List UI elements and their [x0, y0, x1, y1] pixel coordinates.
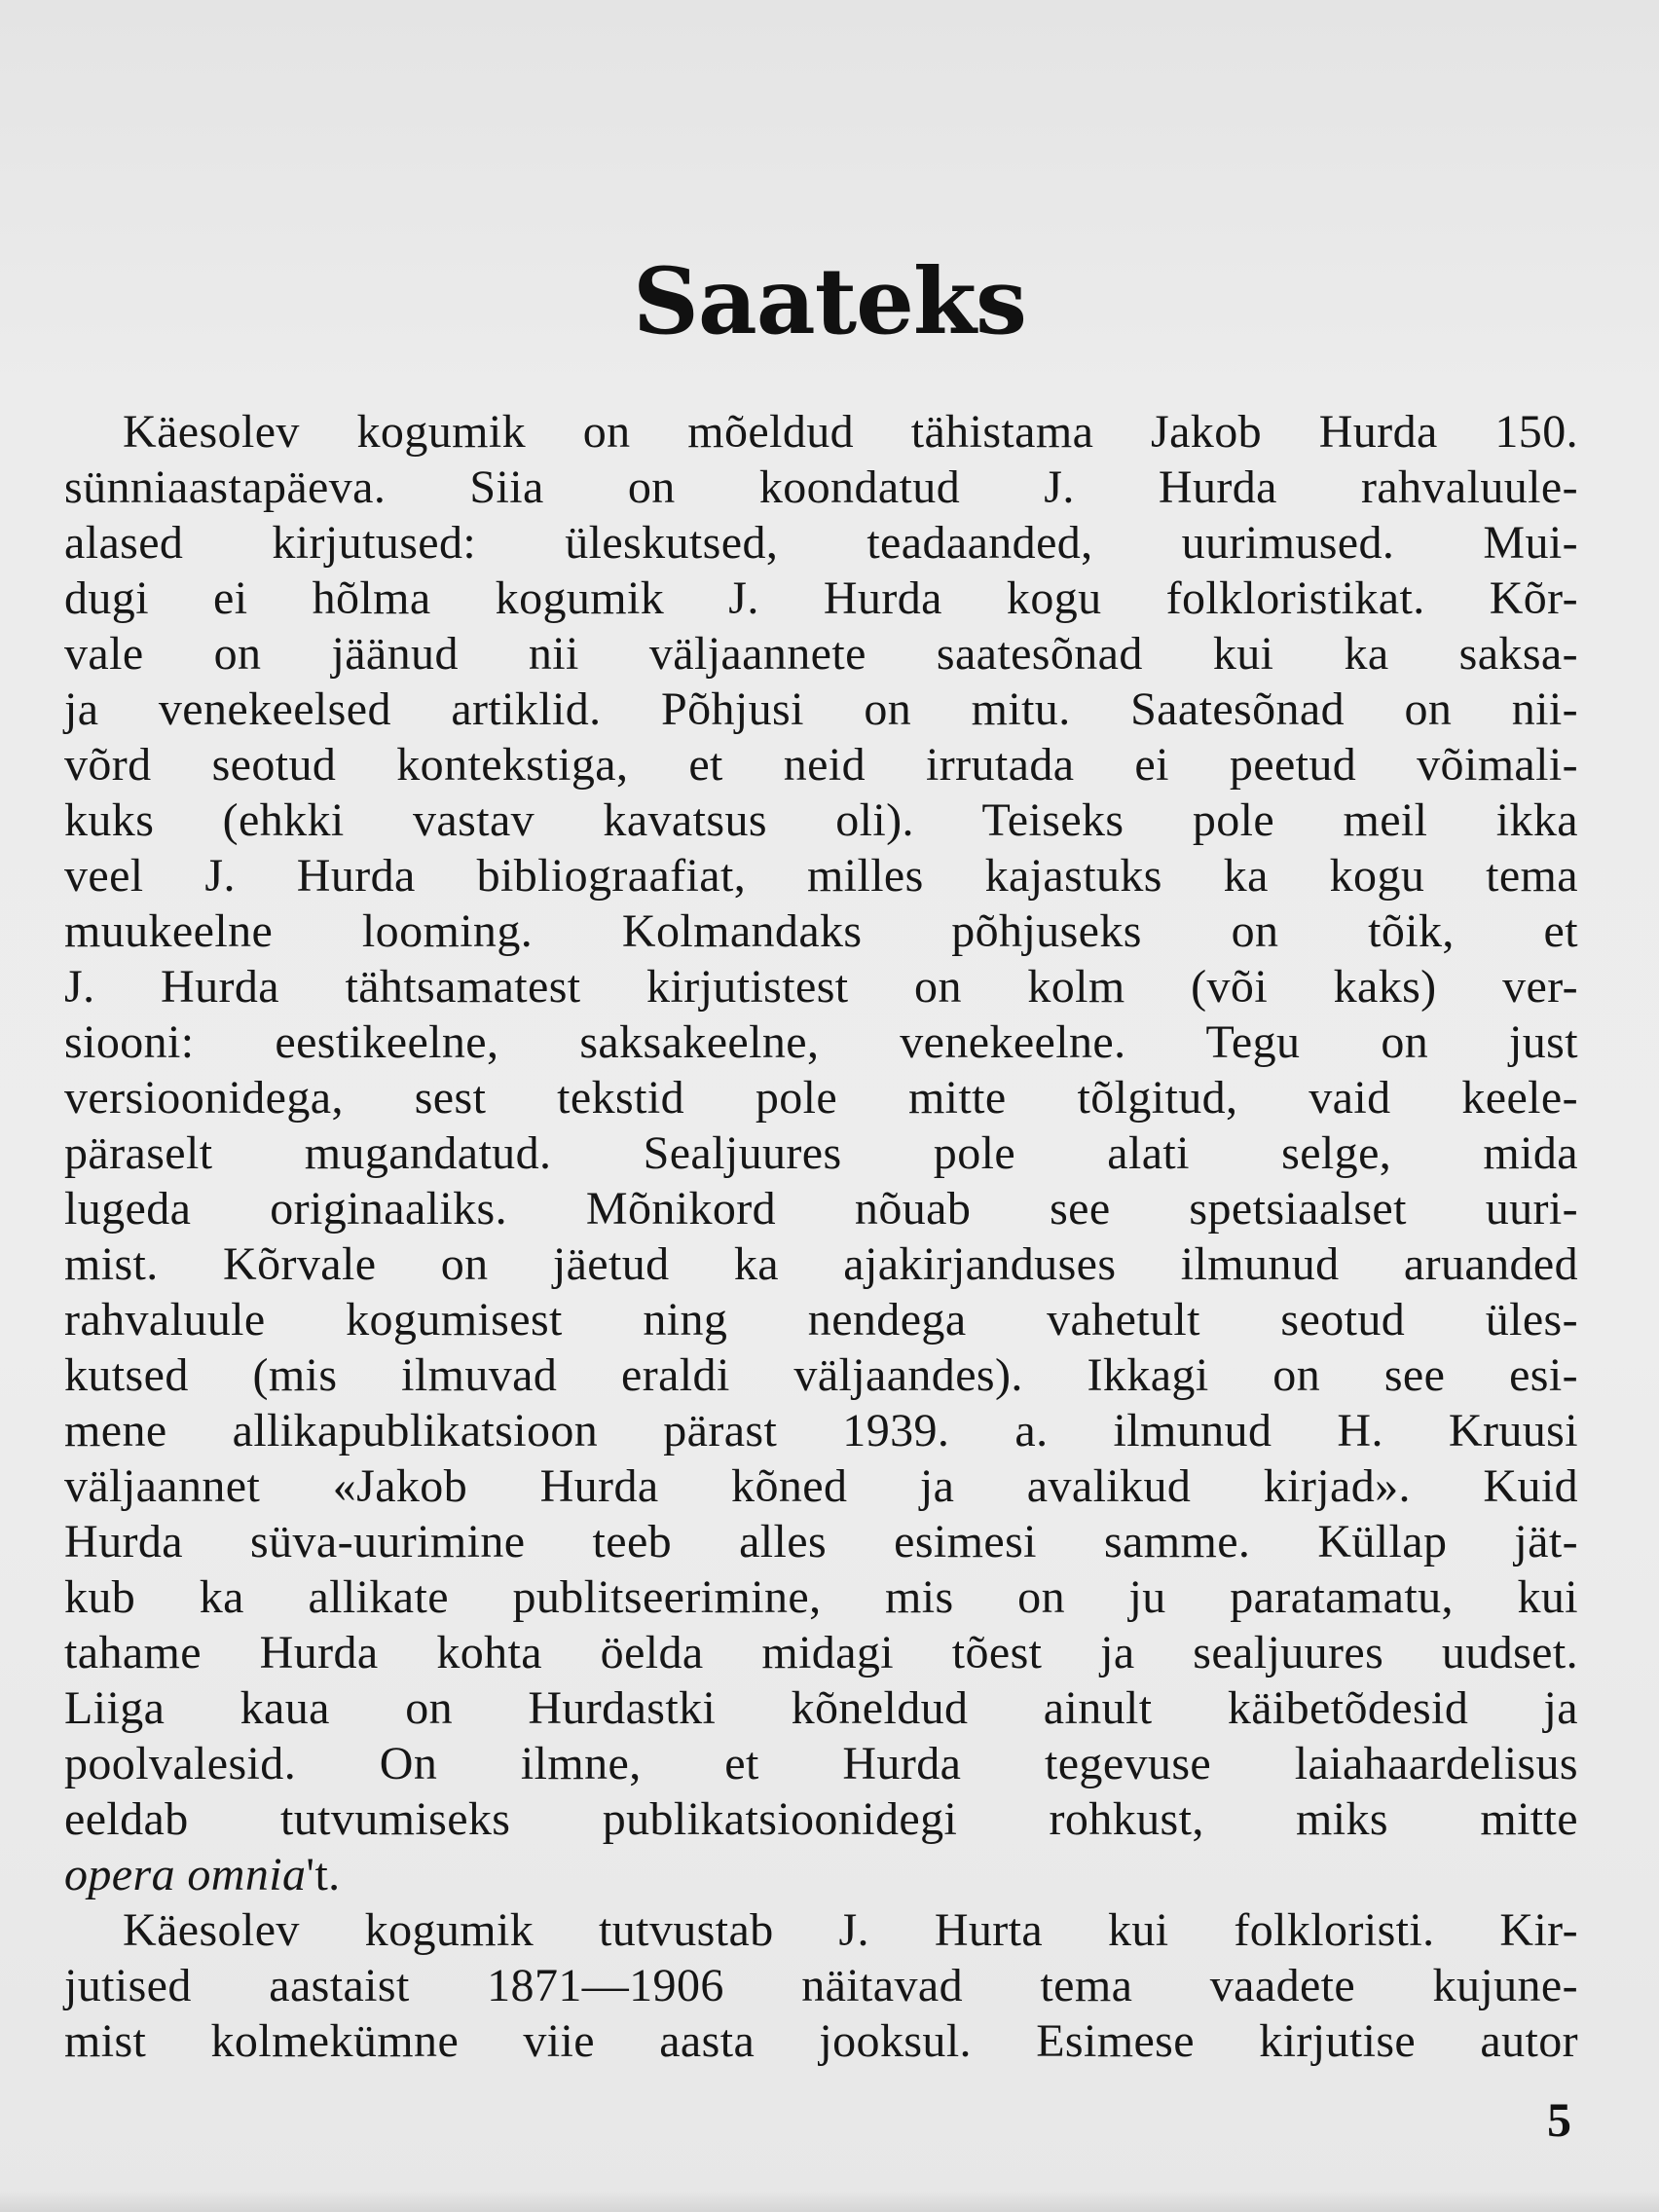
text-line: siooni: eestikeelne, saksakeelne, venekeelne. Tegu on just [64, 1016, 1578, 1068]
text-line: võrd seotud kontekstiga, et neid irrutada ei peetud võimali- [64, 739, 1578, 791]
text-line: versioonidega, sest tekstid pole mitte tõlgitud, vaid keele- [64, 1072, 1578, 1124]
page-title: Saateks [633, 248, 1026, 355]
phrase-suffix: 't. [306, 1849, 341, 1900]
text-line: väljaannet «Jakob Hurda kõned ja avalikud kirjad». Kuid [64, 1460, 1578, 1512]
text-line: eeldab tutvumiseks publikatsioonidegi rohkust, miks mitte [64, 1793, 1578, 1845]
text-line: jutised aastaist 1871—1906 näitavad tema vaadete kujune- [64, 1960, 1578, 2011]
text-line: tahame Hurda kohta öelda midagi tõest ja sealjuures uudset. [64, 1627, 1578, 1678]
text-line: mist kolmekümne viie aasta jooksul. Esimese kirjutise autor [64, 2015, 1578, 2067]
text-line: kub ka allikate publitseerimine, mis on ju paratamatu, kui [64, 1571, 1578, 1623]
text-line: poolvalesid. On ilmne, et Hurda tegevuse laiahaardelisus [64, 1738, 1578, 1789]
text-line: sünniaastapäeva. Siia on koondatud J. Hurda rahvaluule- [64, 461, 1578, 513]
text-line: päraselt mugandatud. Sealjuures pole alati selge, mida [64, 1127, 1578, 1179]
text-line: dugi ei hõlma kogumik J. Hurda kogu folkloristikat. Kõr- [64, 572, 1578, 624]
text-line: veel J. Hurda bibliograafiat, milles kajastuks ka kogu tema [64, 850, 1578, 902]
text-line: ja venekeelsed artiklid. Põhjusi on mitu. Saatesõnad on nii- [64, 683, 1578, 735]
text-line: kutsed (mis ilmuvad eraldi väljaandes). Ikkagi on see esi- [64, 1349, 1578, 1401]
text-line: rahvaluule kogumisest ning nendega vahetult seotud üles- [64, 1294, 1578, 1346]
text-line: vale on jäänud nii väljaannete saatesõnad kui ka saksa- [64, 628, 1578, 680]
text-line: kuks (ehkki vastav kavatsus oli). Teiseks pole meil ikka [64, 794, 1578, 846]
text-line: muukeelne looming. Kolmandaks põhjuseks on tõik, et [64, 905, 1578, 957]
text-line: mist. Kõrvale on jäetud ka ajakirjanduses ilmunud aruanded [64, 1238, 1578, 1290]
text-line: Käesolev kogumik on mõeldud tähistama Jakob Hurda 150. [123, 406, 1578, 458]
text-line: Hurda süva-uurimine teeb alles esimesi samme. Küllap jät- [64, 1516, 1578, 1567]
page-edge-shadow [0, 2191, 1659, 2212]
text-line: lugeda originaaliks. Mõnikord nõuab see spetsiaalset uuri- [64, 1183, 1578, 1235]
body-text [64, 404, 1578, 2069]
text-line: Käesolev kogumik tutvustab J. Hurta kui folkloristi. Kir- [123, 1904, 1578, 1956]
italic-phrase: opera omnia [64, 1849, 307, 1900]
page-number: 5 [1547, 2092, 1571, 2147]
text-line: alased kirjutused: üleskutsed, teadaanded, uurimused. Mui- [64, 517, 1578, 569]
text-line: J. Hurda tähtsamatest kirjutistest on kolm (või kaks) ver- [64, 961, 1578, 1013]
text-line-final [64, 1847, 1578, 1902]
text-line: Liiga kaua on Hurdastki kõneldud ainult käibetõdesid ja [64, 1682, 1578, 1734]
text-line: mene allikapublikatsioon pärast 1939. a. ilmunud H. Kruusi [64, 1405, 1578, 1456]
